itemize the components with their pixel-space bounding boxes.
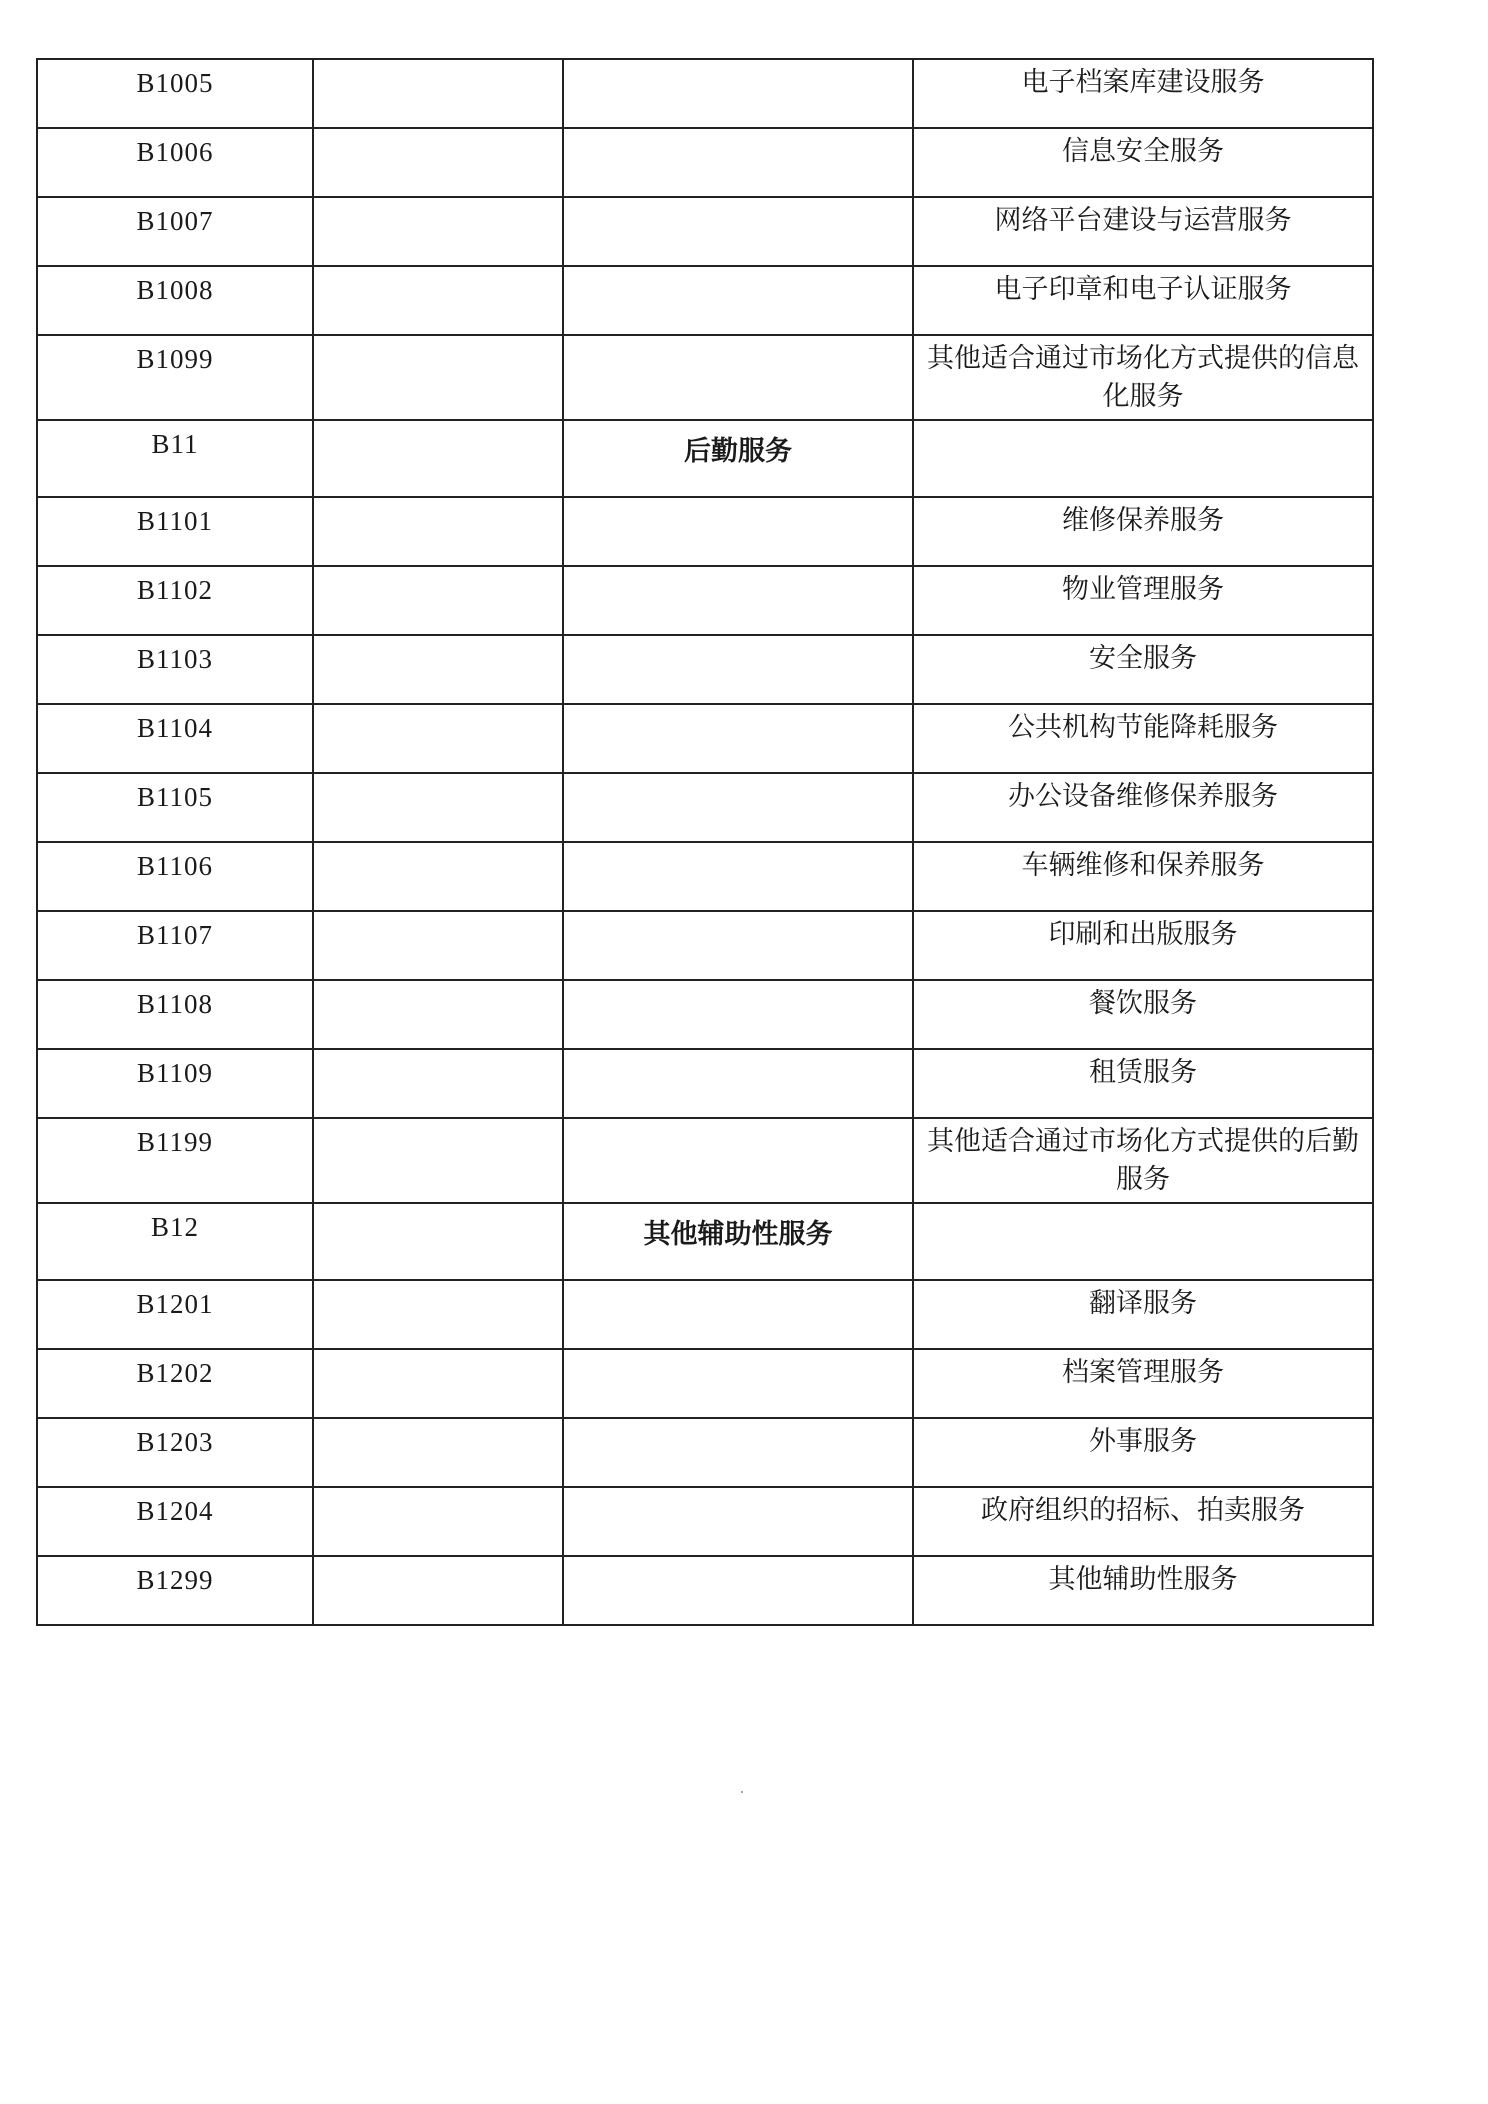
catalog-sheet [36, 58, 1372, 1626]
service-item-name-cell [913, 1203, 1373, 1280]
level1-category-cell [313, 128, 563, 197]
table-row [37, 335, 1373, 420]
level1-category-cell [313, 59, 563, 128]
item-code-cell: B1202 [37, 1349, 313, 1418]
item-code-cell: B1201 [37, 1280, 313, 1349]
table-row [37, 266, 1373, 335]
level2-category-cell [563, 197, 913, 266]
level2-category-cell [563, 1049, 913, 1118]
level2-category-cell [563, 497, 913, 566]
table-row [37, 1049, 1373, 1118]
table-row [37, 1349, 1373, 1418]
service-item-name-cell: 政府组织的招标、拍卖服务 [913, 1487, 1373, 1556]
catalog-body [37, 59, 1373, 1625]
table-row [37, 704, 1373, 773]
level1-category-cell [313, 773, 563, 842]
service-item-name-cell: 其他适合通过市场化方式提供的后勤服务 [913, 1118, 1373, 1203]
level1-category-cell [313, 980, 563, 1049]
table-row [37, 1280, 1373, 1349]
table-row [37, 1556, 1373, 1625]
service-item-name-cell: 信息安全服务 [913, 128, 1373, 197]
level1-category-cell [313, 842, 563, 911]
service-item-name-cell: 其他适合通过市场化方式提供的信息化服务 [913, 335, 1373, 420]
level2-category-cell [563, 128, 913, 197]
service-item-name-cell: 档案管理服务 [913, 1349, 1373, 1418]
level1-category-cell [313, 1280, 563, 1349]
table-row [37, 59, 1373, 128]
item-code-cell: B1104 [37, 704, 313, 773]
item-code-cell: B1203 [37, 1418, 313, 1487]
table-row [37, 420, 1373, 497]
table-row [37, 1418, 1373, 1487]
level1-category-cell [313, 197, 563, 266]
level2-category-cell [563, 911, 913, 980]
item-code-cell: B1008 [37, 266, 313, 335]
table-row [37, 197, 1373, 266]
level2-category-cell [563, 1556, 913, 1625]
item-code-cell: B1102 [37, 566, 313, 635]
item-code-cell: B1109 [37, 1049, 313, 1118]
service-item-name-cell: 其他辅助性服务 [913, 1556, 1373, 1625]
service-item-name-cell: 办公设备维修保养服务 [913, 773, 1373, 842]
item-code-cell: B1006 [37, 128, 313, 197]
level1-category-cell [313, 1203, 563, 1280]
level2-category-cell [563, 266, 913, 335]
level2-category-cell [563, 1487, 913, 1556]
level1-category-cell [313, 1118, 563, 1203]
table-row [37, 911, 1373, 980]
item-code-cell: B1204 [37, 1487, 313, 1556]
level2-category-cell [563, 566, 913, 635]
table-row [37, 1203, 1373, 1280]
level2-category-cell [563, 59, 913, 128]
item-code-cell: B1106 [37, 842, 313, 911]
level2-category-cell [563, 980, 913, 1049]
table-row [37, 635, 1373, 704]
level1-category-cell [313, 1418, 563, 1487]
level2-category-cell: 后勤服务 [563, 420, 913, 497]
service-catalog-table [36, 58, 1374, 1626]
service-item-name-cell: 物业管理服务 [913, 566, 1373, 635]
service-item-name-cell: 翻译服务 [913, 1280, 1373, 1349]
level1-category-cell [313, 1556, 563, 1625]
level1-category-cell [313, 1349, 563, 1418]
item-code-cell: B1007 [37, 197, 313, 266]
service-item-name-cell: 公共机构节能降耗服务 [913, 704, 1373, 773]
item-code-cell: B1103 [37, 635, 313, 704]
table-row [37, 980, 1373, 1049]
level2-category-cell [563, 1418, 913, 1487]
level2-category-cell [563, 1349, 913, 1418]
level1-category-cell [313, 704, 563, 773]
level2-category-cell [563, 773, 913, 842]
table-row [37, 773, 1373, 842]
item-code-cell: B11 [37, 420, 313, 497]
table-row [37, 566, 1373, 635]
item-code-cell: B1299 [37, 1556, 313, 1625]
item-code-cell: B1105 [37, 773, 313, 842]
level2-category-cell [563, 635, 913, 704]
service-item-name-cell: 网络平台建设与运营服务 [913, 197, 1373, 266]
service-item-name-cell: 安全服务 [913, 635, 1373, 704]
service-item-name-cell: 车辆维修和保养服务 [913, 842, 1373, 911]
service-item-name-cell: 电子档案库建设服务 [913, 59, 1373, 128]
table-row [37, 842, 1373, 911]
service-item-name-cell: 餐饮服务 [913, 980, 1373, 1049]
service-item-name-cell: 租赁服务 [913, 1049, 1373, 1118]
level1-category-cell [313, 635, 563, 704]
level2-category-cell: 其他辅助性服务 [563, 1203, 913, 1280]
table-row [37, 497, 1373, 566]
item-code-cell: B1199 [37, 1118, 313, 1203]
level2-category-cell [563, 1280, 913, 1349]
scan-speck [741, 1791, 743, 1793]
level1-category-cell [313, 1487, 563, 1556]
level2-category-cell [563, 842, 913, 911]
service-item-name-cell: 外事服务 [913, 1418, 1373, 1487]
level1-category-cell [313, 566, 563, 635]
table-row [37, 128, 1373, 197]
service-item-name-cell: 维修保养服务 [913, 497, 1373, 566]
item-code-cell: B1108 [37, 980, 313, 1049]
item-code-cell: B12 [37, 1203, 313, 1280]
level1-category-cell [313, 911, 563, 980]
item-code-cell: B1101 [37, 497, 313, 566]
level1-category-cell [313, 266, 563, 335]
level1-category-cell [313, 1049, 563, 1118]
item-code-cell: B1005 [37, 59, 313, 128]
service-item-name-cell: 电子印章和电子认证服务 [913, 266, 1373, 335]
table-row [37, 1487, 1373, 1556]
item-code-cell: B1107 [37, 911, 313, 980]
level1-category-cell [313, 335, 563, 420]
table-row [37, 1118, 1373, 1203]
service-item-name-cell [913, 420, 1373, 497]
level1-category-cell [313, 420, 563, 497]
service-item-name-cell: 印刷和出版服务 [913, 911, 1373, 980]
level1-category-cell [313, 497, 563, 566]
level2-category-cell [563, 1118, 913, 1203]
level2-category-cell [563, 704, 913, 773]
item-code-cell: B1099 [37, 335, 313, 420]
level2-category-cell [563, 335, 913, 420]
